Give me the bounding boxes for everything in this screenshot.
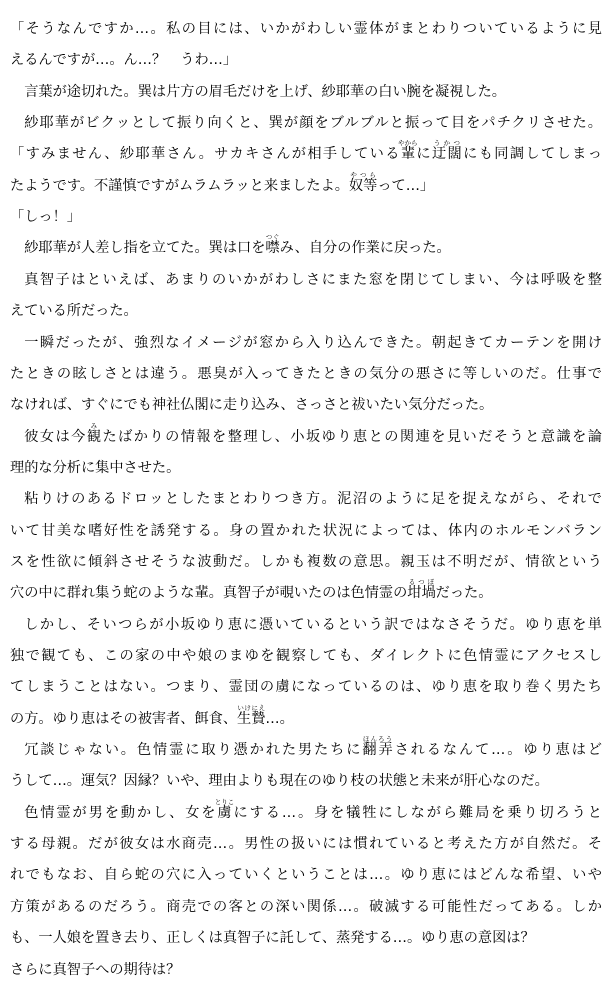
ruby-word [348,170,378,194]
line-text: えるんですが…。ん…？ うわ…」 [10,52,238,69]
ruby-reading: やつら [348,170,378,179]
text-line [10,609,602,641]
ruby-word [214,797,235,821]
line-text: 色情霊が男を動かし、女を [24,804,218,821]
line-text: 穴の中に群れ集う蛇のような輩。真智子が覗いたのは色情霊の [10,585,408,602]
text-line [10,577,602,609]
line-text: たばかりの情報を整理し、小坂ゆり恵との関連を見いだそうと意識を論 [102,428,602,445]
text-line [10,765,602,797]
line-text: てしまうことはない。つまり、霊団の虜になっているのは、ゆり恵を取り巻く男たち [10,679,602,696]
ruby-word [398,139,418,163]
line-text: だった。 [435,585,493,602]
ruby-base: 輩 [398,146,418,163]
line-text: の方。ゆり恵はその被害者、餌食、 [10,710,238,727]
ruby-base: 翻弄 [362,742,395,759]
text-line [10,828,602,860]
text-line [10,138,602,170]
line-text: って…」 [377,177,435,194]
line-text: 方策があるのだろう。商売での客との深い関係…。破滅する可能性だってある。しか [10,898,602,915]
line-text: しかし、そいつらが小坂ゆり恵に憑いているという訳ではなさそうだ。ゆり恵を単 [24,616,602,633]
ruby-base: 観 [86,428,103,445]
line-text: スを性欲に傾斜させそうな波動だ。しかも複数の意思。親玉は不明だが、情欲という [10,553,602,570]
text-line [10,13,602,45]
line-text: えている所だった。 [10,303,138,320]
line-text: に [415,146,432,163]
ruby-word [407,578,436,602]
line-text: 真智子はといえば、あまりのいかがわしさにまた窓を閉じてしまい、今は呼吸を整 [24,271,602,288]
ruby-base: 奴等 [348,177,378,194]
ruby-reading: いけにえ [237,703,266,712]
ruby-reading: つぐ [265,233,280,242]
ruby-reading: やから [398,139,418,148]
line-text: 彼女は今 [24,428,87,445]
line-text: 紗耶華がビクッとして振り向くと、巽が顔をブルブルと振って目をパチクリさせた。 [24,115,602,132]
line-text: 言葉が途切れた。巽は片方の眉毛だけを上げ、紗耶華の白い腕を凝視した。 [24,83,506,100]
ruby-reading: うかつ [431,139,462,148]
line-text: れでもなお、自ら蛇の穴に入っていくということは…。ゆり恵にはどんな希望、いや [10,867,602,884]
line-text: たようです。不謹慎ですがムラムラッと来ましたよ。 [10,177,349,194]
text-line [10,640,602,672]
line-text: も、一人娘を置き去り、正しくは真智子に託して、蒸発する…。ゆり恵の意図は？ [10,930,535,947]
ruby-reading: み [86,421,101,430]
line-text: 理的な分析に集中させた。 [10,459,181,476]
line-text: うして…。運気？因縁？いや、理由よりも現在のゆり枝の状態と未来が肝心なのだ。 [10,773,549,790]
text-line [10,452,602,484]
text-line [10,859,602,891]
ruby-word [265,233,280,257]
text-line [10,483,602,515]
text-line [10,76,602,108]
line-text: 紗耶華が人差し指を立てた。巽は口を [24,240,266,257]
line-text: さらに真智子への期待は？ [10,961,181,978]
line-text: 冗談じゃない。色情霊に取り憑かれた男たちに [24,742,363,759]
text-line [10,734,602,766]
text-line [10,546,602,578]
line-text: 「すみません、紗耶華さん。サカキさんが相手している [10,146,401,163]
text-line [10,295,602,327]
text-line [10,201,602,233]
ruby-reading: るつぼ [407,578,436,587]
line-text: 「そうなんですか…。私の目には、いかがわしい霊体がまとわりついているように見 [10,21,602,37]
line-text: 一瞬だったが、強烈なイメージが窓から入り込んできた。朝起きてカーテンを開け [24,334,602,351]
text-line [10,264,602,296]
ruby-reading: ほんろう [362,735,393,744]
ruby-word [237,703,266,727]
text-line [10,891,602,923]
line-text: 粘りけのあるドロッとしたまとわりつき方。泥沼のように足を捉えながら、それで [24,491,602,508]
text-line [10,170,602,202]
line-text: されるなんて…。ゆり恵はど [394,742,602,759]
line-text: たときの眩しさとは違う。悪臭が入ってきたときの気分の悪さに等しいのだ。仕事で [10,365,602,382]
text-line [10,671,602,703]
text-line [10,954,602,986]
text-line [10,358,602,390]
text-line [10,107,602,139]
text-line [10,797,602,829]
line-text: 独で観ても、この家の中や娘のまゆを観察しても、ダイレクトに色情霊にアクセスし [10,648,602,664]
line-text: …。 [265,710,294,727]
ruby-base: 迂闊 [431,146,464,163]
line-text: なければ、すぐにでも神社仏閣に走り込み、さっさと祓いたい気分だった。 [10,397,494,414]
ruby-base: 虜 [214,804,235,821]
line-text: にも同調してしまっ [463,146,602,163]
text-line [10,421,602,453]
ruby-reading: とりこ [214,797,235,806]
ruby-base: 坩堝 [407,585,436,602]
line-text: み、自分の作業に戻った。 [279,240,451,257]
ruby-base: 生贄 [237,710,266,727]
text-line [10,389,602,421]
line-text: にする…。身を犠牲にしながら難局を乗り切ろうと [231,804,602,821]
ruby-word [362,735,395,759]
ruby-word [431,139,464,163]
ruby-base: 噤 [265,240,280,257]
text-line [10,922,602,954]
line-text: 「しっ！」 [10,209,81,226]
text-line [10,44,602,76]
text-line [10,327,602,359]
text-line [10,232,602,264]
line-text: いて甘美な嗜好性を誘発する。身の置かれた状況によっては、体内のホルモンバラン [10,522,602,539]
text-line [10,703,602,735]
line-text: する母親。だが彼女は水商売…。男性の扱いには慣れていると考えた方が自然だ。そ [10,836,602,853]
ruby-word [86,421,103,445]
text-line [10,515,602,547]
